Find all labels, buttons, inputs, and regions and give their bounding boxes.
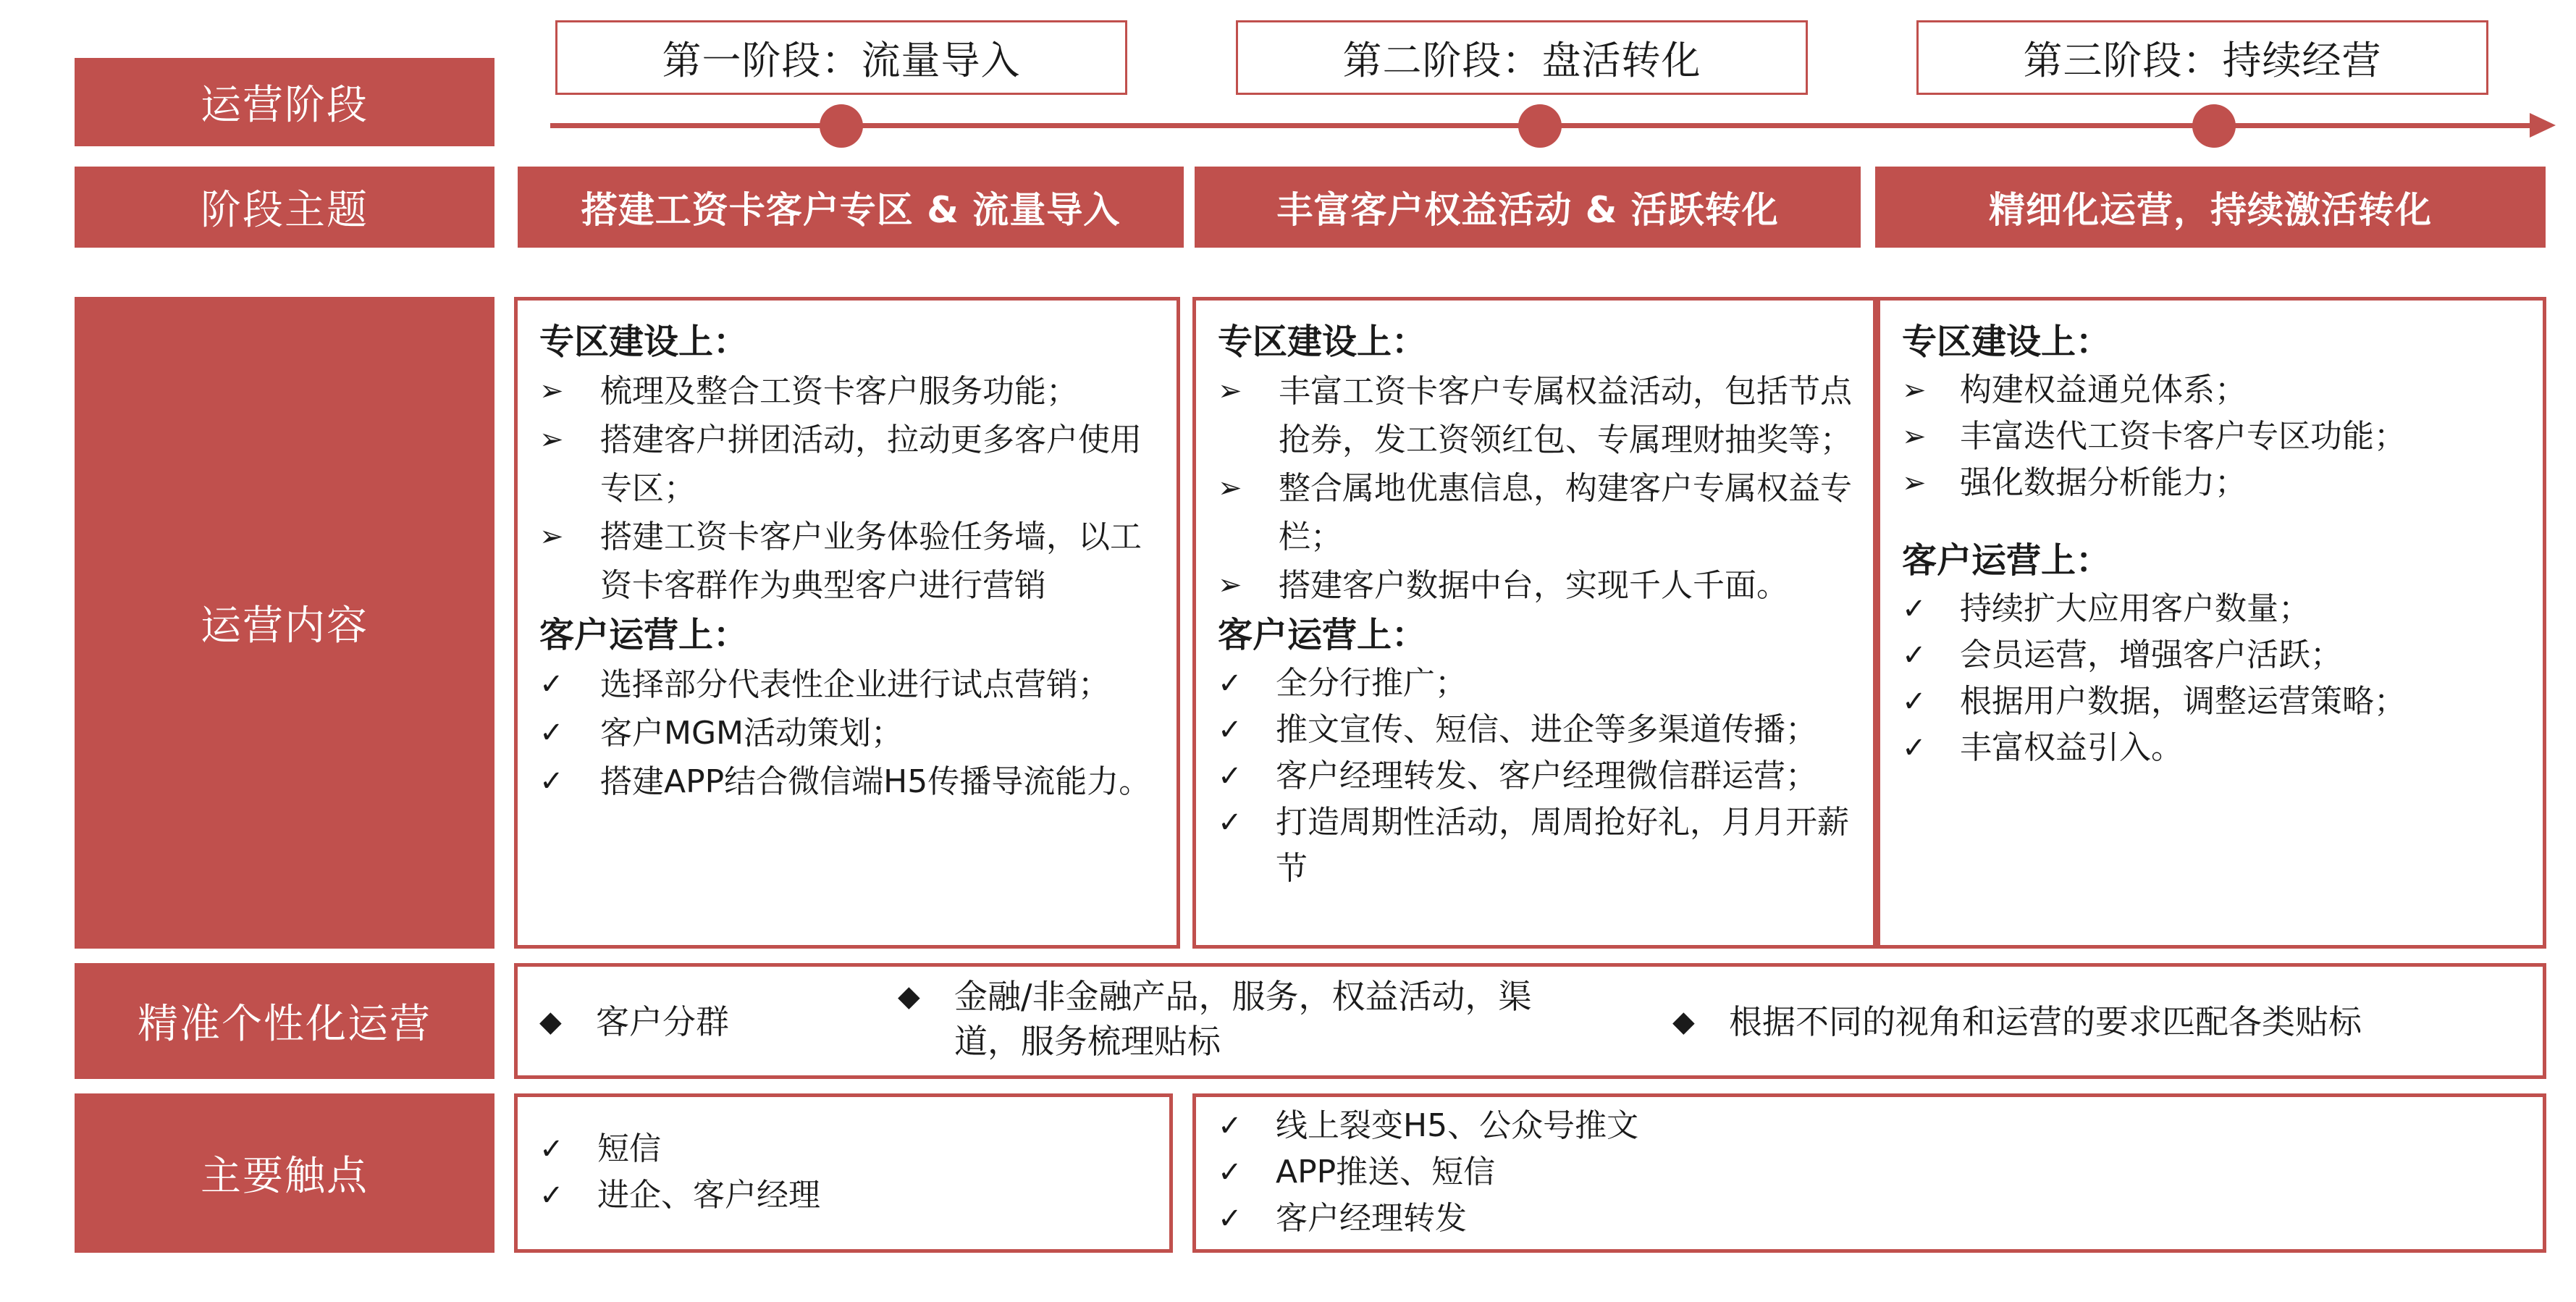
check-icon: ✓ [1218,806,1242,839]
stage-title-3: 第三阶段：持续经营 [1916,20,2488,95]
check-icon: ✓ [539,716,564,749]
check-icon: ✓ [1218,1156,1242,1189]
list-item: ➢ 强化数据分析能力； [1902,460,2528,506]
check-icon: ✓ [1902,685,1927,718]
arrow-bullet-icon: ➢ [539,423,564,456]
list-item: ✓ APP推送、短信 [1218,1149,2528,1196]
diamond-bullet-icon: ◆ [539,1005,562,1038]
row-label-stage: 运营阶段 [75,58,494,146]
check-icon: ✓ [1902,592,1927,626]
list-item: ➢ 搭建客户拼团活动，拉动更多客户使用专区； [539,416,1162,513]
precise-box [514,963,2546,1079]
check-icon: ✓ [539,765,564,798]
touchpoint-box-1 [514,1093,1173,1253]
list-item: ✓ 根据用户数据，调整运营策略； [1902,679,2528,725]
theme-stage-3: 精细化运营，持续激活转化 [1875,167,2546,248]
list-item: ➢ 丰富工资卡客户专属权益活动，包括节点抢券，发工资领红包、专属理财抽奖等； [1218,367,1859,464]
section-head: 客户运营上： [539,615,749,655]
list-item: ✓ 会员运营，增强客户活跃； [1902,632,2528,679]
list-item: ✓ 客户经理转发 [1218,1196,2528,1242]
list-item: ➢ 构建权益通兑体系； [1902,367,2528,413]
list-item: ✓ 短信 [539,1126,1155,1172]
list-item: ➢ 搭建工资卡客户业务体验任务墙，以工资卡客群作为典型客户进行营销 [539,513,1162,610]
list-item: ✓ 选择部分代表性企业进行试点营销； [539,660,1162,709]
content-box-stage-1 [514,297,1180,949]
section-head: 专区建设上： [1902,322,2111,362]
check-icon: ✓ [1218,760,1242,793]
precise-item-1: ◆ 客户分群 [539,999,729,1044]
list-item: ✓ 全分行推广； [1218,660,1859,707]
arrow-bullet-icon: ➢ [1218,374,1242,408]
diamond-bullet-icon: ◆ [1672,1005,1695,1038]
precise-item-3: ◆ 根据不同的视角和运营的要求匹配各类贴标 [1672,999,2362,1044]
list-item: ➢ 丰富迭代工资卡客户专区功能； [1902,413,2528,460]
section-head: 专区建设上： [539,322,749,362]
check-icon: ✓ [1218,1202,1242,1235]
arrow-bullet-icon: ➢ [1218,471,1242,505]
check-icon: ✓ [539,1133,564,1166]
section-head: 专区建设上： [1218,322,1427,362]
check-icon: ✓ [539,668,564,701]
stage-title-2: 第二阶段：盘活转化 [1236,20,1808,95]
list-item: ➢ 搭建客户数据中台，实现千人千面。 [1218,561,1859,610]
arrow-bullet-icon: ➢ [1902,466,1927,500]
row-label-touchpoints: 主要触点 [75,1093,494,1253]
arrow-bullet-icon: ➢ [1902,420,1927,453]
row-label-content: 运营内容 [75,297,494,949]
list-item: ➢ 梳理及整合工资卡客户服务功能； [539,367,1162,416]
check-icon: ✓ [539,1179,564,1212]
diamond-bullet-icon: ◆ [898,980,920,1013]
timeline-arrow-icon [2530,113,2556,138]
check-icon: ✓ [1902,639,1927,672]
list-item: ✓ 持续扩大应用客户数量； [1902,586,2528,632]
list-item: ✓ 推文宣传、短信、进企等多渠道传播； [1218,707,1859,753]
timeline-dot-3 [2192,104,2236,148]
timeline-dot-1 [820,104,863,148]
theme-stage-2: 丰富客户权益活动 & 活跃转化 [1195,167,1861,248]
check-icon: ✓ [1218,1109,1242,1143]
theme-stage-1: 搭建工资卡客户专区 & 流量导入 [518,167,1184,248]
list-item: ➢ 整合属地优惠信息，构建客户专属权益专栏； [1218,464,1859,561]
row-label-theme: 阶段主题 [75,167,494,248]
list-item: ✓ 客户经理转发、客户经理微信群运营； [1218,753,1859,799]
timeline-dot-2 [1518,104,1562,148]
content-box-stage-2 [1192,297,1877,949]
arrow-bullet-icon: ➢ [539,374,564,408]
check-icon: ✓ [1218,667,1242,700]
touchpoint-box-2 [1192,1093,2546,1253]
precise-item-2: ◆ 金融/非金融产品，服务，权益活动，渠道，服务梳理贴标 [898,974,1586,1064]
arrow-bullet-icon: ➢ [1902,374,1927,407]
list-item: ✓ 线上裂变H5、公众号推文 [1218,1103,2528,1149]
list-item: ✓ 进企、客户经理 [539,1172,1155,1219]
list-item: ✓ 丰富权益引入。 [1902,725,2528,771]
content-box-stage-3 [1877,297,2546,949]
list-item: ✓ 打造周期性活动，周周抢好礼，月月开薪节 [1218,799,1859,892]
stage-title-1: 第一阶段：流量导入 [555,20,1127,95]
list-item: ✓ 客户MGM活动策划； [539,709,1162,757]
row-label-precise: 精准个性化运营 [75,963,494,1079]
check-icon: ✓ [1218,713,1242,747]
check-icon: ✓ [1902,731,1927,765]
arrow-bullet-icon: ➢ [1218,568,1242,602]
arrow-bullet-icon: ➢ [539,520,564,553]
section-head: 客户运营上： [1218,615,1427,655]
section-head: 客户运营上： [1902,540,2111,581]
list-item: ✓ 搭建APP结合微信端H5传播导流能力。 [539,757,1162,806]
